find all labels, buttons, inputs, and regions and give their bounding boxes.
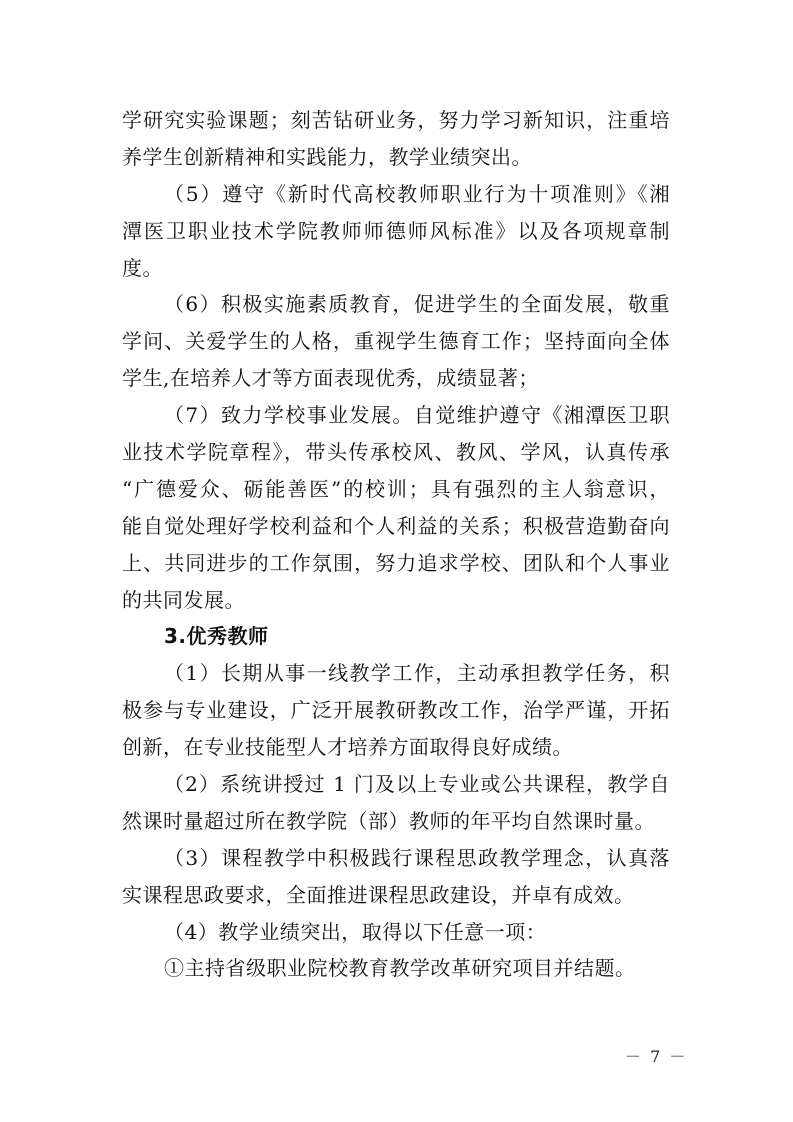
body-line: “广德爱众、砺能善医”的校训；具有强烈的主人翁意识，	[122, 476, 670, 501]
body-line: 极参与专业建设，广泛开展教研教改工作，治学严谨，开拓	[122, 698, 670, 723]
clause-4-line: （4）教学业绩突出，取得以下任意一项：	[164, 919, 547, 944]
body-line: 学问、关爱学生的人格，重视学生德育工作；坚持面向全体	[122, 329, 670, 354]
page-number: － 7 －	[625, 1047, 688, 1066]
clause-3-line: （3）课程教学中积极践行课程思政教学理念，认真落	[164, 845, 670, 870]
body-line: 学研究实验课题；刻苦钻研业务，努力学习新知识，注重培	[122, 108, 670, 132]
section-heading-excellent-teacher: 3.优秀教师	[164, 624, 269, 649]
body-line: 上、共同进步的工作氛围，努力追求学校、团队和个人事业	[122, 550, 670, 575]
clause-2-line: （2）系统讲授过 1 门及以上专业或公共课程，教学自	[164, 772, 670, 797]
clause-5-line: （5）遵守《新时代高校教师职业行为十项准则》《湘	[164, 181, 670, 206]
body-line: 的共同发展。	[122, 587, 245, 612]
body-line: 潭医卫职业技术学院教师师德师风标准》以及各项规章制	[122, 218, 670, 243]
sub-item-1-line: ①主持省级职业院校教育教学改革研究项目并结题。	[164, 956, 636, 981]
clause-7-line: （7）致力学校事业发展。自觉维护遵守《湘潭医卫职	[164, 403, 670, 428]
body-line: 然课时量超过所在教学院（部）教师的年平均自然课时量。	[122, 808, 655, 833]
document-body	[122, 102, 670, 987]
body-line: 业技术学院章程》，带头传承校风、教风、学风，认真传承	[122, 440, 670, 465]
body-line: 度。	[122, 255, 163, 280]
body-line: 实课程思政要求，全面推进课程思政建设，并卓有成效。	[122, 882, 635, 907]
body-line: 养学生创新精神和实践能力，教学业绩突出。	[122, 144, 532, 169]
body-line: 学生,在培养人才等方面表现优秀，成绩显著；	[122, 366, 539, 391]
clause-1-line: （1）长期从事一线教学工作，主动承担教学任务，积	[164, 661, 670, 686]
clause-6-line: （6）积极实施素质教育，促进学生的全面发展，敬重	[164, 292, 670, 317]
body-line: 能自觉处理好学校利益和个人利益的关系；积极营造勤奋向	[122, 513, 670, 538]
body-line: 创新，在专业技能型人才培养方面取得良好成绩。	[122, 735, 573, 760]
